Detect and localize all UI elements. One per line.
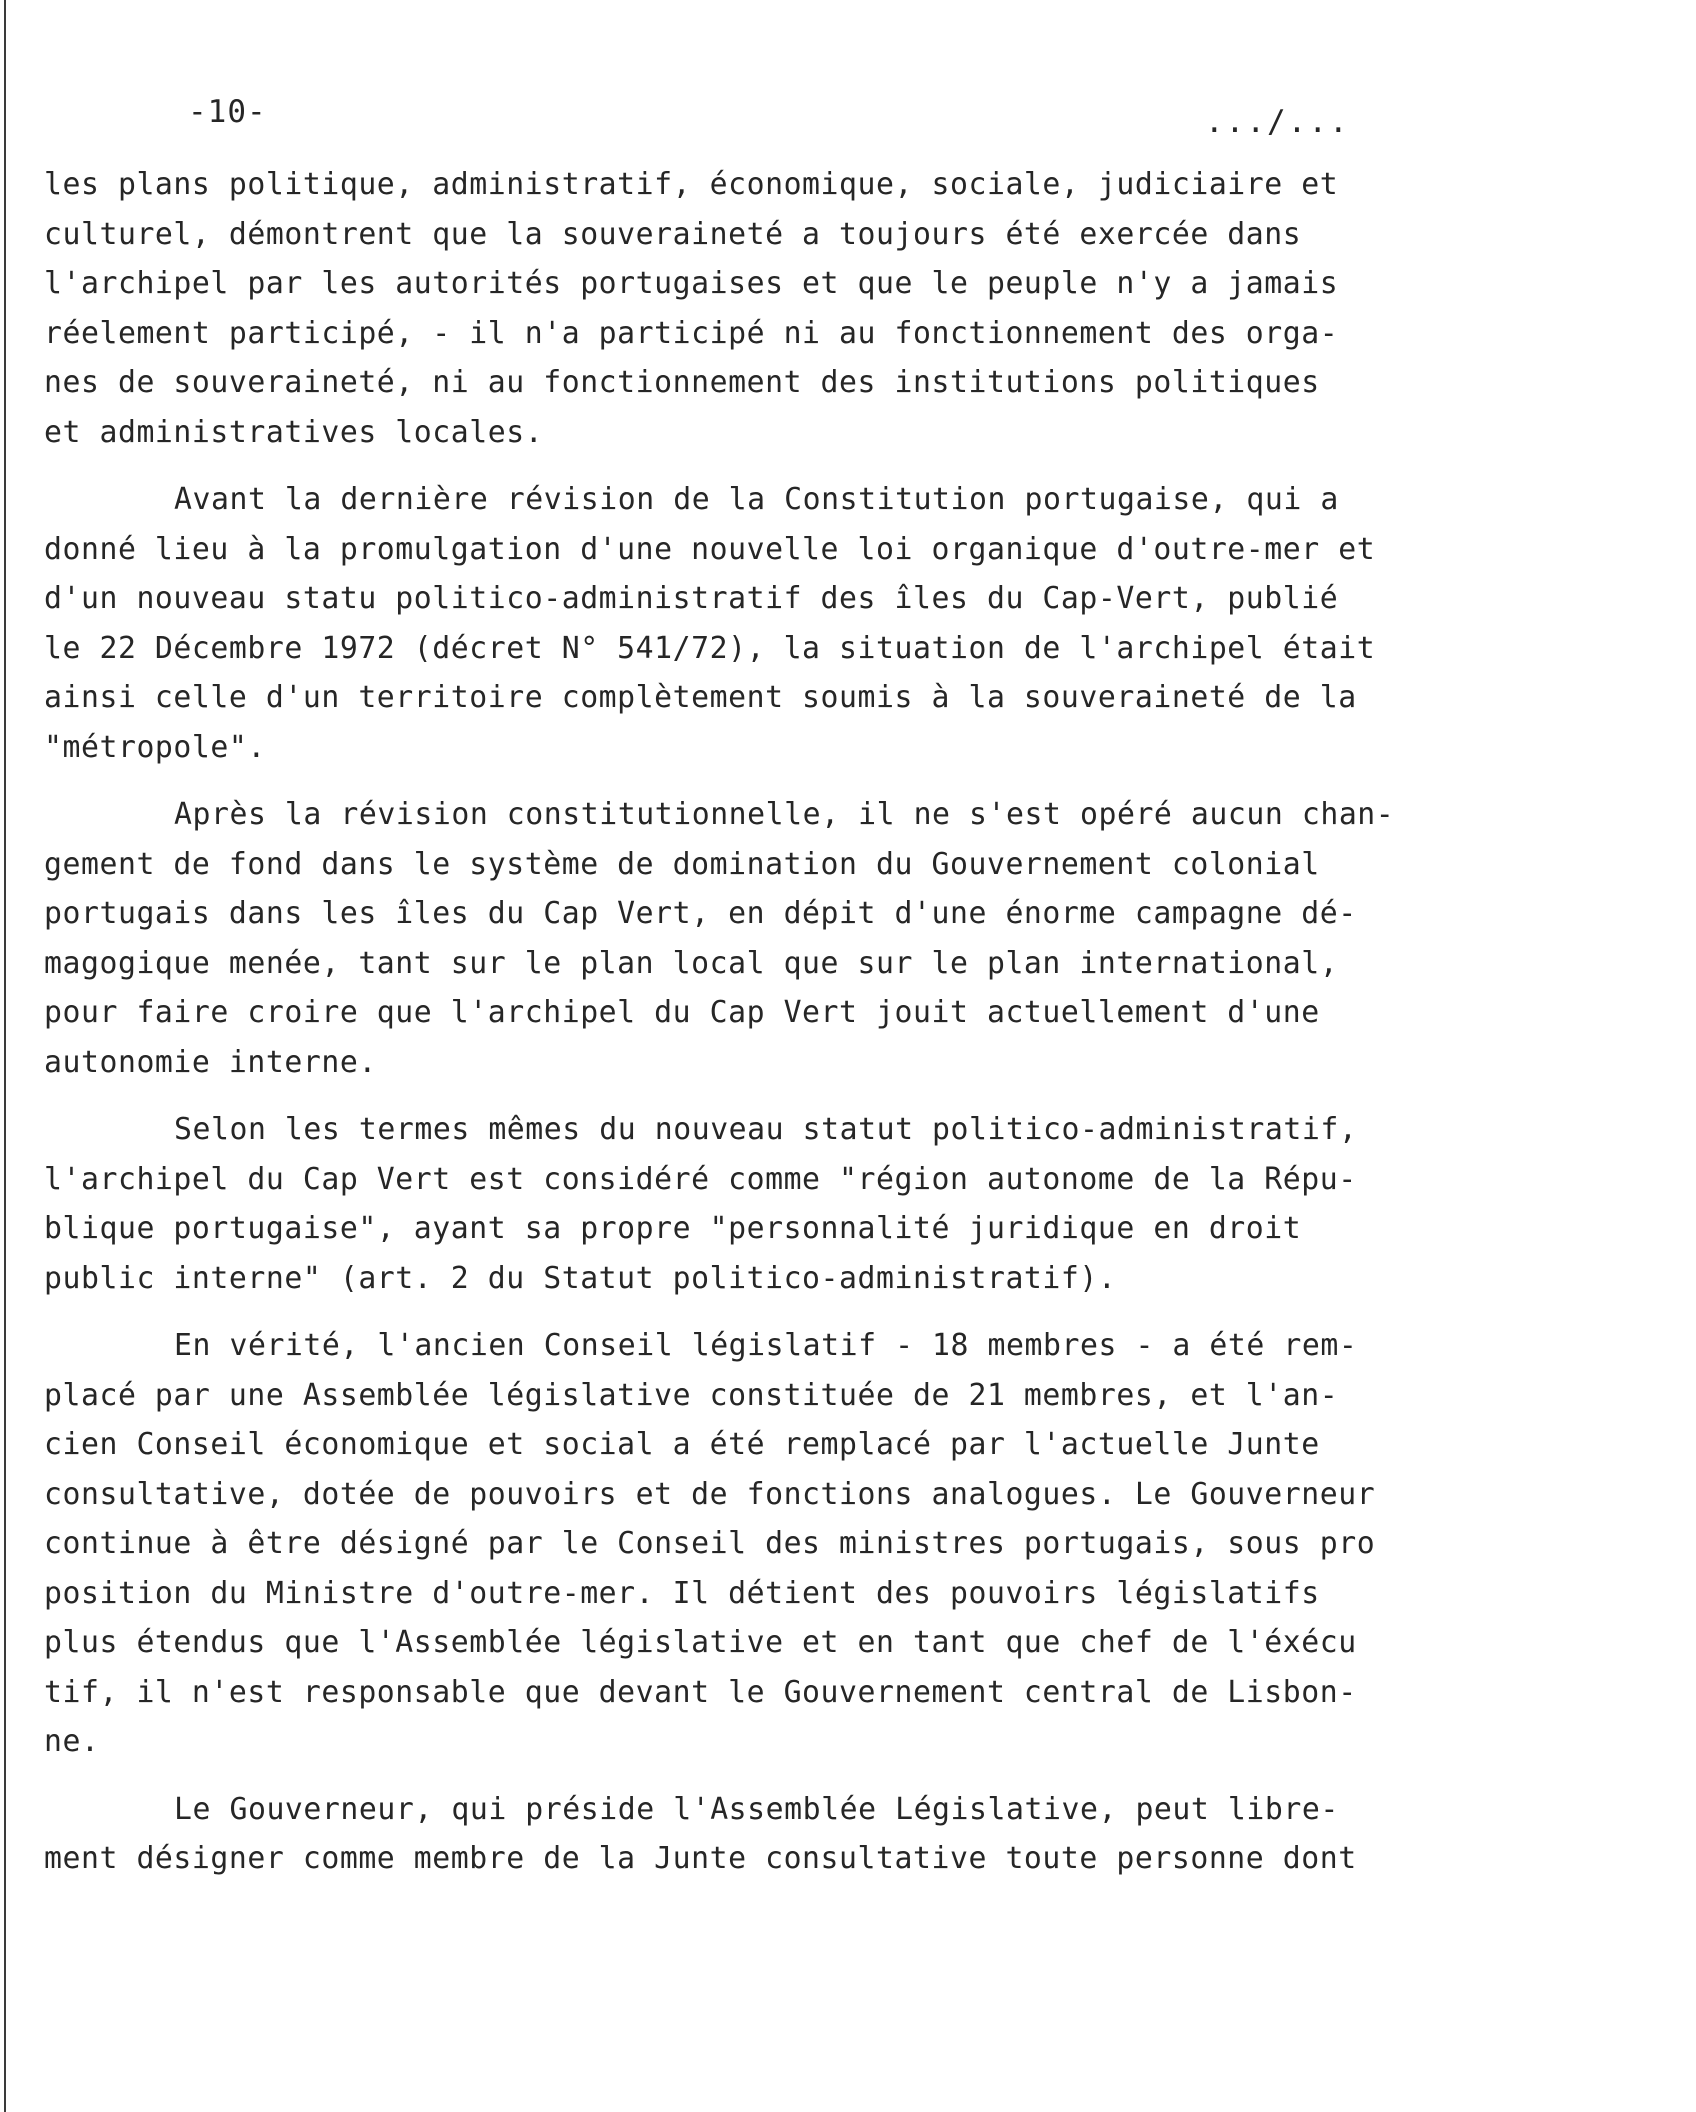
text-line: nes de souveraineté, ni au fonctionnement des institutions politiques: [44, 365, 1320, 400]
continuation-mark: .../...: [1205, 104, 1350, 140]
paragraph-3: [44, 790, 1514, 1087]
text-line: autonomie interne.: [44, 1044, 377, 1080]
text-line: gement de fond dans le système de domination du Gouvernement colonial: [44, 846, 1320, 882]
text-line: consultative, dotée de pouvoirs et de fonctions analogues. Le Gouverneur: [44, 1476, 1376, 1512]
text-line: En vérité, l'ancien Conseil législatif - 18 membres - a été rem-: [174, 1328, 1358, 1363]
text-line: ainsi celle d'un territoire complètement soumis à la souveraineté de la: [44, 680, 1357, 715]
text-line: magogique menée, tant sur le plan local que sur le plan international,: [44, 945, 1339, 981]
text-line: Le Gouverneur, qui préside l'Assemblée Législative, peut libre-: [174, 1791, 1339, 1827]
text-line: placé par une Assemblée législative constituée de 21 membres, et l'an-: [44, 1377, 1339, 1413]
text-line: Selon les termes mêmes du nouveau statut politico-administratif,: [174, 1112, 1358, 1147]
text-line: et administratives locales.: [44, 414, 544, 450]
text-line: tif, il n'est responsable que devant le Gouvernement central de Lisbon-: [44, 1674, 1357, 1710]
text-line: ne.: [44, 1724, 100, 1759]
paragraph-6: [44, 1785, 1514, 1884]
paragraph-2: [44, 475, 1514, 772]
body-text: [44, 160, 1514, 1884]
text-line: continue à être désigné par le Conseil des ministres portugais, sous pro: [44, 1526, 1376, 1561]
text-line: réelement participé, - il n'a participé ni au fonctionnement des orga-: [44, 315, 1339, 351]
text-line: position du Ministre d'outre-mer. Il détient des pouvoirs législatifs: [44, 1575, 1320, 1611]
text-line: public interne" (art. 2 du Statut politico-administratif).: [44, 1260, 1117, 1296]
text-line: pour faire croire que l'archipel du Cap Vert jouit actuellement d'une: [44, 995, 1320, 1030]
text-line: l'archipel par les autorités portugaises et que le peuple n'y a jamais: [44, 266, 1339, 301]
text-line: les plans politique, administratif, économique, sociale, judiciaire et: [44, 167, 1339, 202]
paragraph-1: [44, 160, 1514, 457]
text-line: blique portugaise", ayant sa propre "personnalité juridique en droit: [44, 1211, 1302, 1246]
text-line: "métropole".: [44, 729, 266, 765]
text-line: cien Conseil économique et social a été remplacé par l'actuelle Junte: [44, 1427, 1320, 1462]
text-line: ment désigner comme membre de la Junte consultative toute personne dont: [44, 1841, 1357, 1876]
text-line: plus étendus que l'Assemblée législative et en tant que chef de l'éxécu: [44, 1625, 1357, 1660]
text-line: d'un nouveau statu politico-administratif des îles du Cap-Vert, publié: [44, 581, 1339, 616]
text-line: le 22 Décembre 1972 (décret N° 541/72), la situation de l'archipel était: [44, 630, 1376, 666]
page-number: -10-: [188, 94, 267, 130]
text-line: l'archipel du Cap Vert est considéré comme "région autonome de la Répu-: [44, 1161, 1357, 1197]
paragraph-5: [44, 1321, 1514, 1767]
text-line: Après la révision constitutionnelle, il ne s'est opéré aucun chan-: [174, 797, 1395, 832]
text-line: Avant la dernière révision de la Constitution portugaise, qui a: [174, 482, 1339, 517]
text-line: culturel, démontrent que la souveraineté a toujours été exercée dans: [44, 216, 1302, 252]
scan-edge-line: [4, 0, 6, 2112]
text-line: portugais dans les îles du Cap Vert, en dépit d'une énorme campagne dé-: [44, 896, 1357, 931]
text-line: donné lieu à la promulgation d'une nouvelle loi organique d'outre-mer et: [44, 531, 1376, 567]
paragraph-4: [44, 1105, 1514, 1303]
